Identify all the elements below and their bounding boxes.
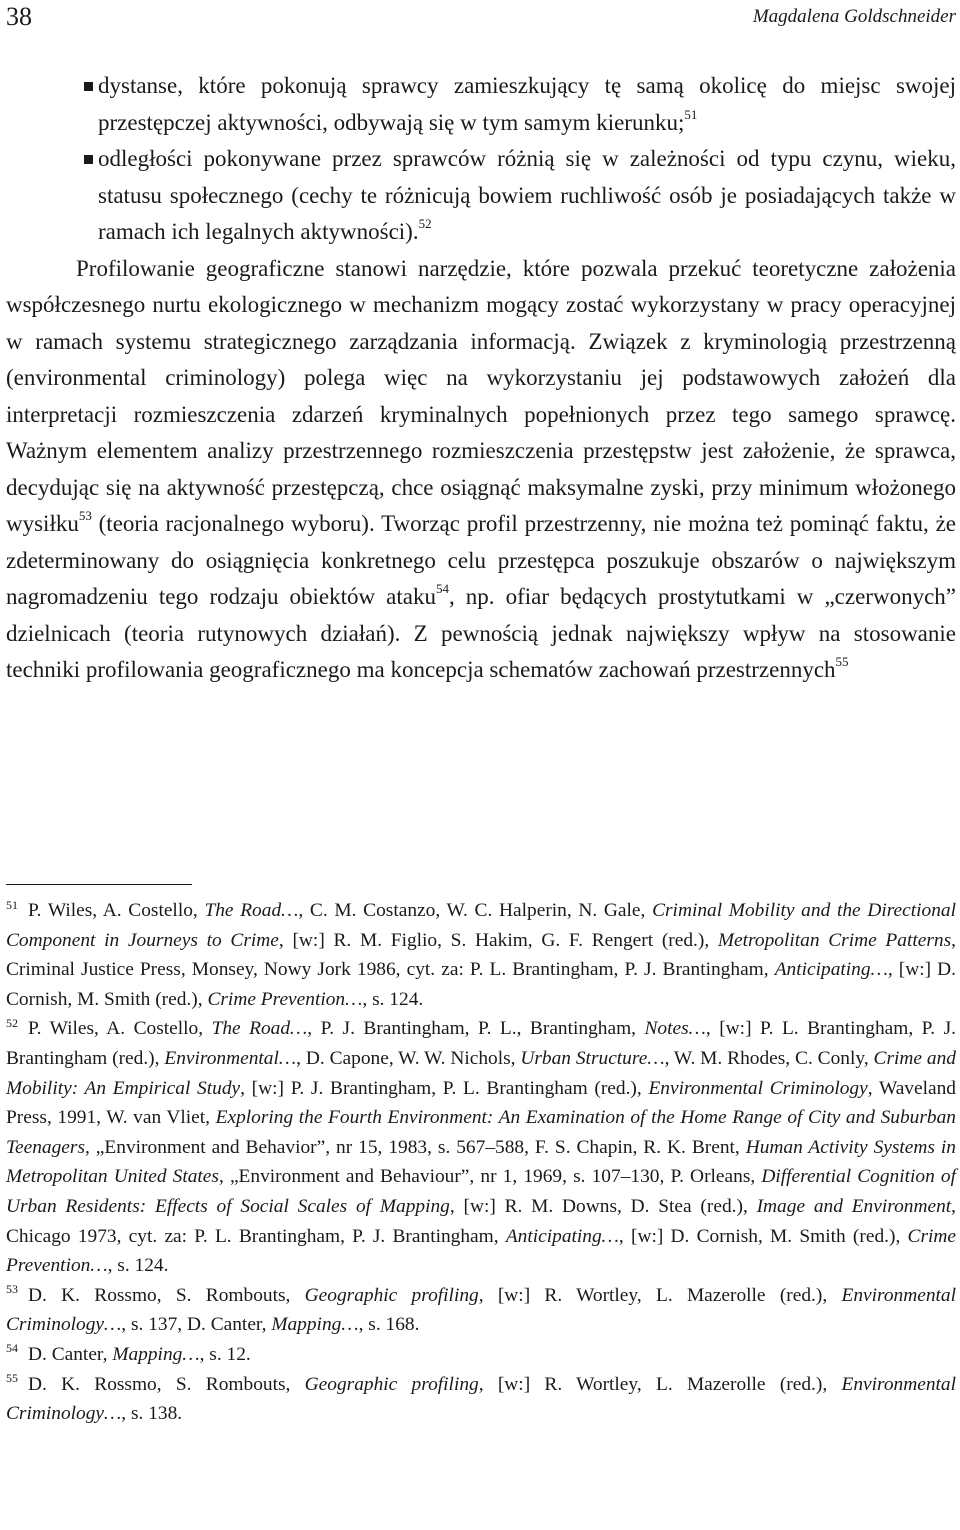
footnote-text: , [w:] D. Cornish, M. Smith (red.), bbox=[6, 959, 956, 1010]
footnote-title: Image and Environment bbox=[756, 1195, 952, 1217]
bullet-text: odległości pokonywane przez sprawców różnią się w zależności od typu czynu, wieku, statusu społecznego (cechy te różnicują bowiem ruchliwość osób je posiadających także w ramach ich legalnych aktywności). bbox=[98, 146, 956, 244]
bullet-text: dystanse, które pokonują sprawcy zamieszkujący tę samą okolicę do miejsc swojej przestępczej aktywności, odbywają się w tym samym kierunku; bbox=[98, 73, 956, 135]
footnote-text: , „Environment and Behavior”, nr 15, 1983, s. 567–588, F. S. Chapin, R. K. Brent, bbox=[85, 1136, 746, 1158]
footnote-text: , [w:] P. L. Brantingham, P. J. Brantingham (red.), bbox=[6, 1018, 956, 1069]
footnote-ref[interactable]: 51 bbox=[684, 106, 698, 122]
footnote-text: , s. 137, D. Canter, bbox=[121, 1314, 272, 1336]
footnote-title: Geographic profiling bbox=[304, 1284, 479, 1306]
page bbox=[6, 0, 956, 1530]
footnote-text: , [w:] R. Wortley, L. Mazerolle (red.), bbox=[478, 1373, 842, 1395]
footnote-text: D. K. Rossmo, S. Rombouts, bbox=[28, 1373, 305, 1395]
footnote-title: Environmental Criminology… bbox=[6, 1284, 956, 1336]
page-header bbox=[6, 0, 956, 36]
footnote-text: , Chicago 1973, cyt. za: P. L. Brantingham, P. J. Brantingham, bbox=[6, 1195, 957, 1247]
bullet-item bbox=[6, 68, 956, 141]
footnote-title: Crime and Mobility: An Empirical Study bbox=[6, 1047, 956, 1099]
footnote-ref[interactable]: 54 bbox=[435, 581, 449, 597]
footnote-text: D. K. Rossmo, S. Rombouts, bbox=[28, 1284, 305, 1306]
footnote-text: , s. 138. bbox=[121, 1403, 183, 1425]
square-bullet-icon bbox=[84, 82, 93, 91]
footnote-text: , „Environment and Behaviour”, nr 1, 1969, s. 107–130, P. Orleans, bbox=[218, 1166, 762, 1188]
footnote-55 bbox=[6, 1370, 956, 1429]
footnote-text: , s. 124. bbox=[362, 988, 424, 1010]
footnote-title: Anticipating… bbox=[505, 1225, 619, 1247]
footnote-ref[interactable]: 53 bbox=[78, 508, 92, 524]
footnote-title: Anticipating… bbox=[774, 959, 888, 981]
footnote-text: , s. 124. bbox=[107, 1255, 169, 1277]
footnote-52 bbox=[6, 1014, 956, 1280]
footnote-title: The Road… bbox=[204, 900, 299, 921]
footnote-text: , [w:] P. J. Brantingham, P. L. Brantingham (red.), bbox=[240, 1077, 649, 1099]
footnote-text: P. Wiles, A. Costello, bbox=[28, 1018, 212, 1040]
footnote-text: D. Canter, bbox=[28, 1343, 113, 1365]
footnote-text: , s. 12. bbox=[199, 1343, 251, 1365]
footnote-title: Crime Prevention… bbox=[6, 1225, 956, 1277]
footnote-title: Notes… bbox=[644, 1018, 706, 1040]
footnote-title: Metropolitan Crime Patterns bbox=[717, 929, 952, 951]
footnote-ref[interactable]: 55 bbox=[835, 654, 849, 670]
footnote-title: Criminal Mobility and the Directional Component in Journeys to Crime bbox=[6, 900, 957, 951]
footnote-text: , P. J. Brantingham, P. L., Brantingham, bbox=[307, 1018, 645, 1040]
footnote-title: Exploring the Fourth Environment: An Examination of the Home Range of City and Suburban Teenagers bbox=[6, 1107, 956, 1158]
footnote-text: , [w:] R. M. Figlio, S. Hakim, G. F. Rengert (red.), bbox=[278, 929, 718, 951]
footnote-text: , [w:] R. M. Downs, D. Stea (red.), bbox=[449, 1195, 757, 1217]
running-head: Magdalena Goldschneider bbox=[752, 6, 956, 27]
bullet-list bbox=[6, 68, 956, 251]
footnote-number: 53 bbox=[6, 1282, 18, 1297]
footnote-title: Differential Cognition of Urban Residents: Effects of Social Scales of Mapping bbox=[6, 1166, 957, 1217]
footnote-title: Mapping… bbox=[112, 1343, 200, 1365]
paragraph bbox=[6, 251, 956, 689]
footnote-title: Environmental Criminology… bbox=[6, 1373, 956, 1425]
footnote-text: , s. 168. bbox=[358, 1314, 420, 1336]
footnote-text: P. Wiles, A. Costello, bbox=[28, 900, 205, 921]
footnote-title: Environmental… bbox=[164, 1047, 297, 1069]
footnote-text: , [w:] R. Wortley, L. Mazerolle (red.), bbox=[478, 1284, 842, 1306]
footnote-title: The Road… bbox=[211, 1018, 308, 1040]
footnote-separator bbox=[6, 884, 192, 885]
footnote-number: 51 bbox=[6, 897, 18, 912]
footnote-51 bbox=[6, 896, 956, 1014]
paragraph-text: , np. ofiar będących prostytutkami w „czerwonych” dzielnicach (teoria rutynowych działań). Z pewnością jednak największy wpływ na stosowanie techniki profilowania geograficznego ma koncepcja schematów zachowań przestrzennych bbox=[6, 584, 956, 682]
footnote-title: Crime Prevention… bbox=[207, 988, 363, 1010]
footnote-ref[interactable]: 52 bbox=[418, 216, 432, 232]
bullet-item bbox=[6, 141, 956, 251]
square-bullet-icon bbox=[84, 155, 93, 164]
footnote-text: , D. Capone, W. W. Nichols, bbox=[296, 1047, 521, 1069]
footnote-number: 52 bbox=[6, 1015, 18, 1030]
footnote-title: Urban Structure… bbox=[520, 1047, 665, 1069]
footnote-title: Human Activity Systems in Metropolitan United States bbox=[6, 1136, 956, 1188]
footnote-text: , Criminal Justice Press, Monsey, Nowy Jork 1986, cyt. za: P. L. Brantingham, P. J. Brantingham, bbox=[6, 929, 956, 981]
footnote-text: , [w:] D. Cornish, M. Smith (red.), bbox=[618, 1225, 908, 1247]
footnote-53 bbox=[6, 1281, 956, 1340]
footnote-number: 55 bbox=[6, 1371, 18, 1386]
paragraph-text: Profilowanie geograficzne stanowi narzędzie, które pozwala przekuć teoretyczne założenia współczesnego nurtu ekologicznego w mechanizm mogący zostać wykorzystany w pracy operacyjnej w ramach systemu strategicznego zarządzania informacją. Związek z kryminologią przestrzenną (environmental criminology) polega więc na wykorzystaniu jej podstawowych założeń dla interpretacji rozmieszczenia zdarzeń kryminalnych popełnionych przez tego samego sprawcę. Ważnym elementem analizy przestrzennego rozmieszczenia przestępstw jest założenie, że sprawca, decydując się na aktywność przestępczą, chce osiągnąć maksymalne zyski, przy minimum włożonego wysiłku bbox=[6, 255, 956, 536]
footnote-number: 54 bbox=[6, 1341, 18, 1356]
footnote-title: Mapping… bbox=[271, 1314, 359, 1336]
paragraph-text: (teoria racjonalnego wyboru). Tworząc profil przestrzenny, nie można też pominąć faktu, że zdeterminowany do osiągnięcia konkretnego celu przestępca poszukuje obszarów o największym nagromadzeniu tego rodzaju obiektów ataku bbox=[6, 511, 956, 609]
footnotes bbox=[6, 896, 956, 1429]
footnote-title: Geographic profiling bbox=[304, 1373, 479, 1395]
footnote-text: , C. M. Costanzo, W. C. Halperin, N. Gale, bbox=[298, 900, 653, 921]
footnote-54 bbox=[6, 1340, 956, 1370]
footnote-text: , Waveland Press, 1991, W. van Vliet, bbox=[6, 1077, 956, 1129]
main-text bbox=[6, 68, 956, 689]
page-number: 38 bbox=[6, 2, 32, 31]
footnote-text: , W. M. Rhodes, C. Conly, bbox=[664, 1047, 874, 1069]
footnote-title: Environmental Criminology bbox=[648, 1077, 868, 1099]
